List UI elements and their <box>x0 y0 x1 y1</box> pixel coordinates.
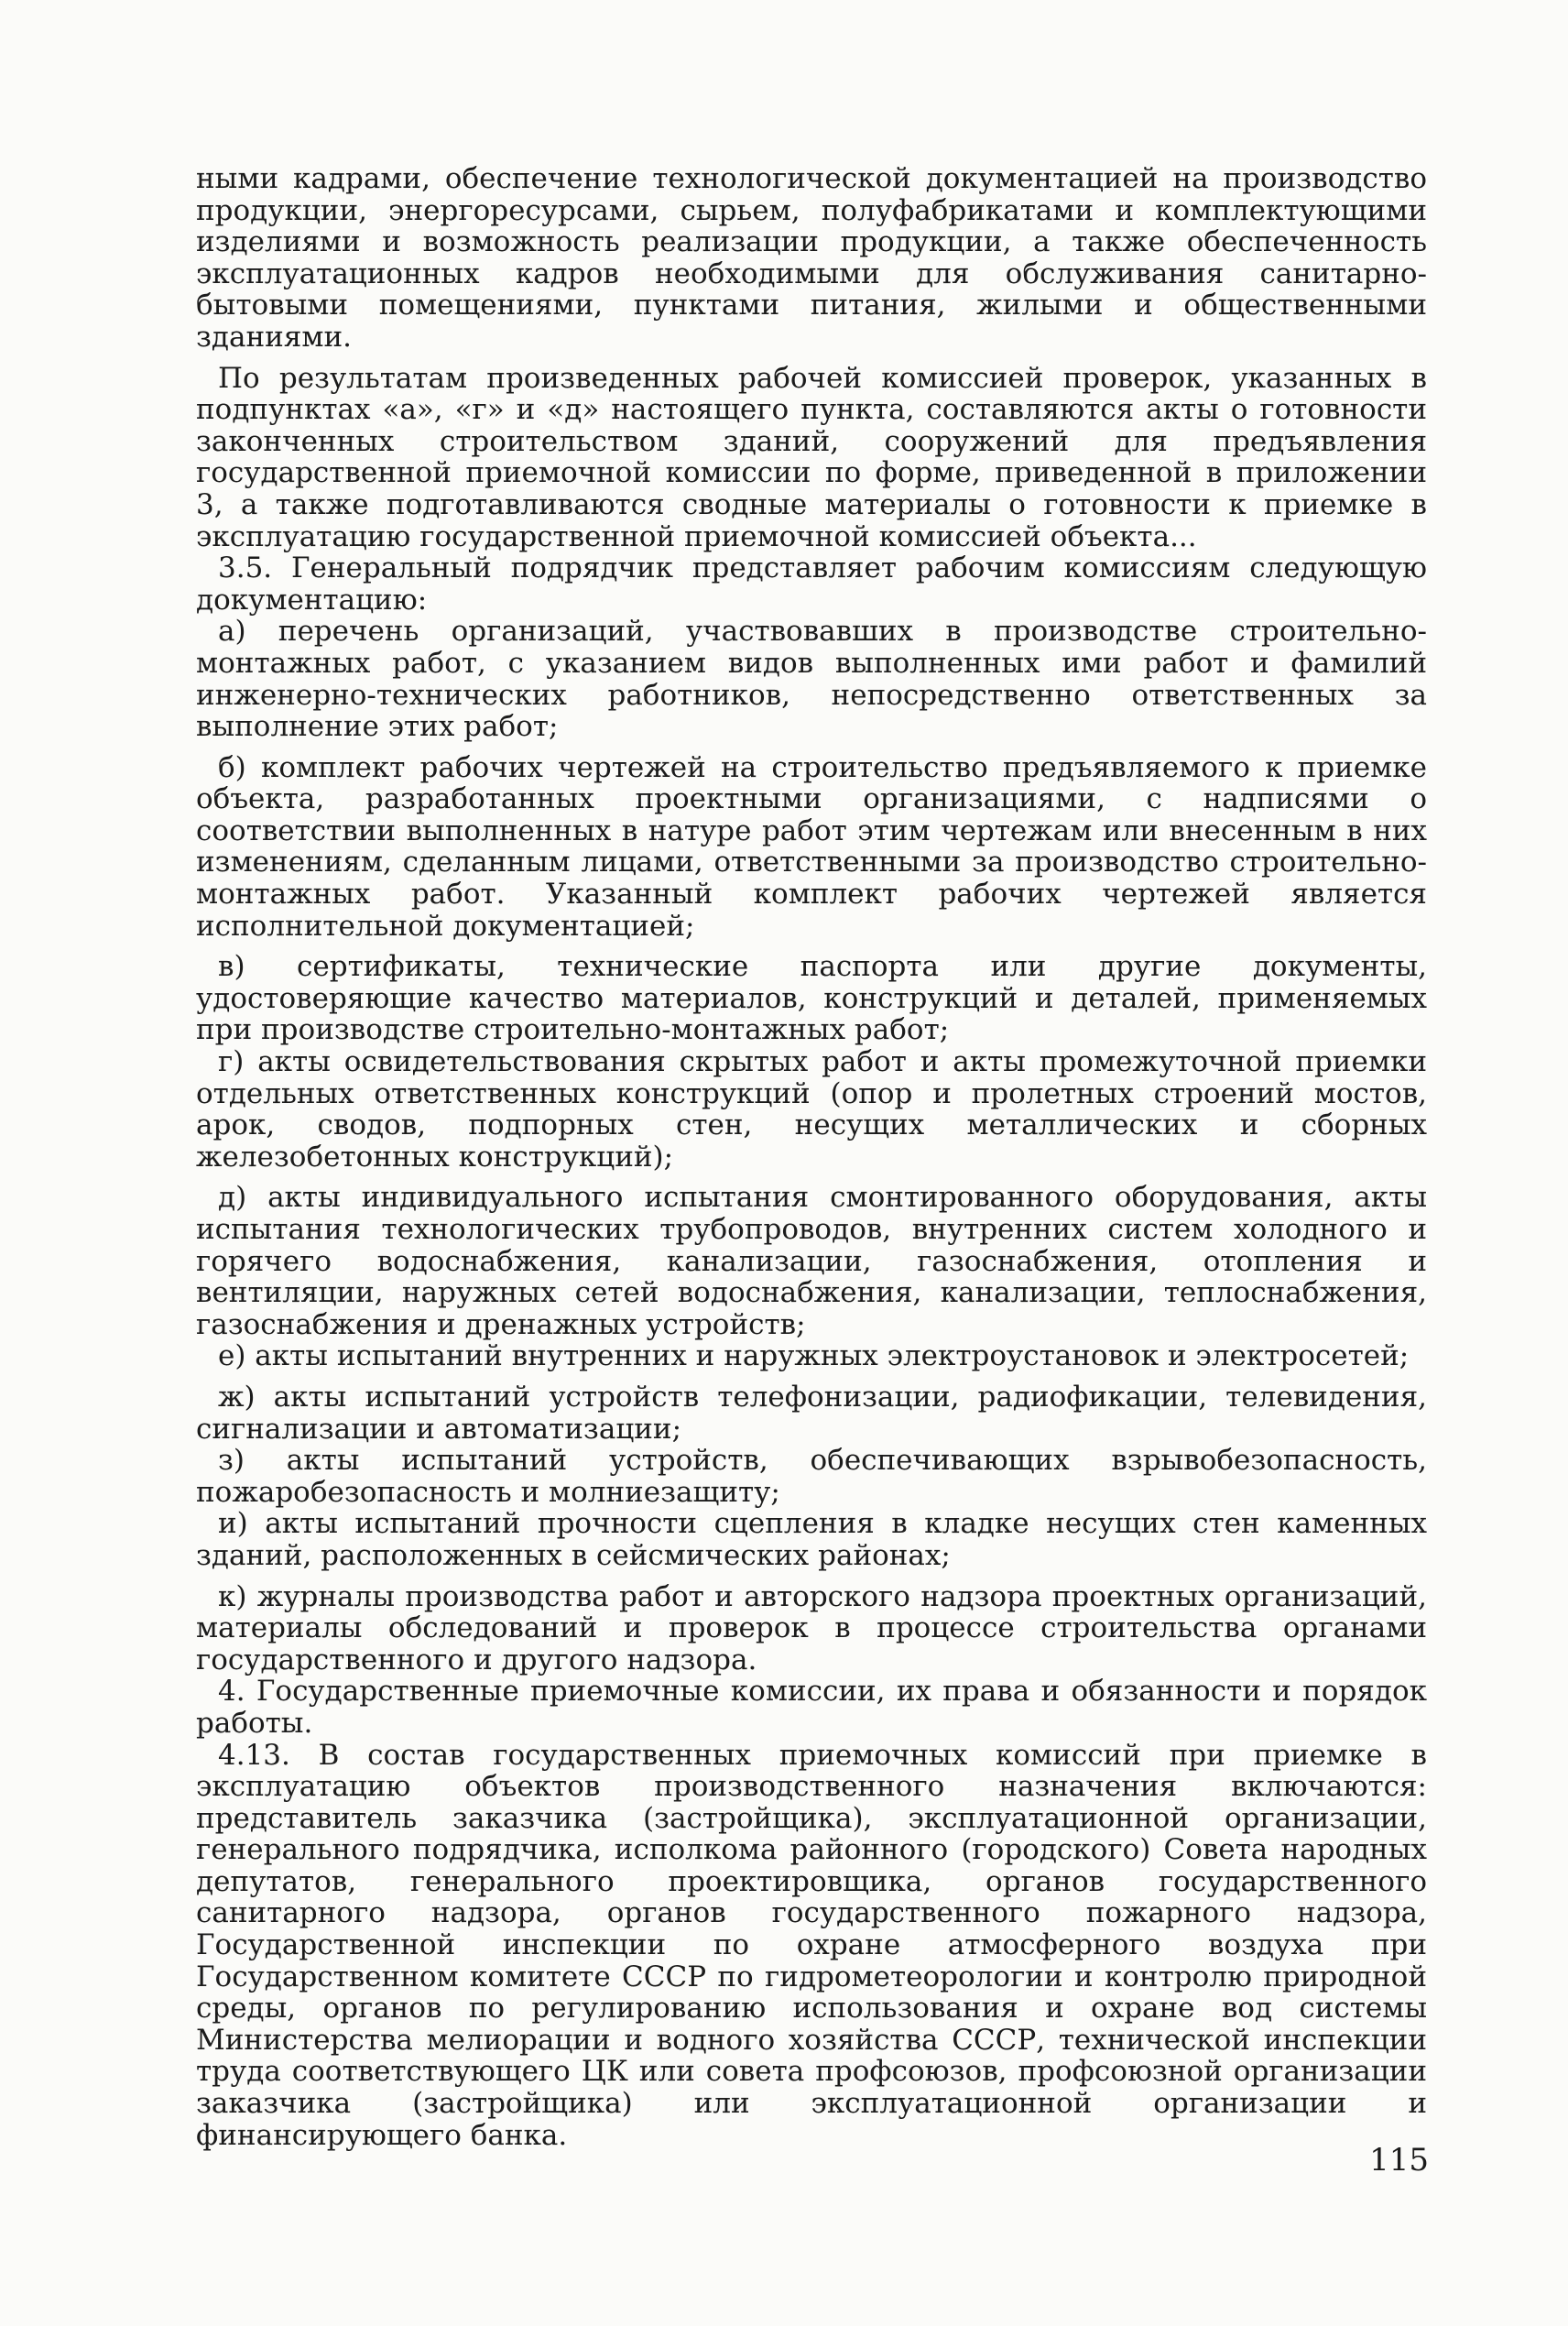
list-item-d: д) акты индивидуального испытания смонтированного оборудования, акты испытания технологических трубопроводов, внутренних систем холодного и горячего водоснабжения, канализации, газоснабжения, отопления и вентиляции, наружных сетей водоснабжения, канализации, теплоснабжения, газоснабжения и дренажных устройств; <box>196 1181 1427 1341</box>
paragraph-4-13: 4.13. В состав государственных приемочных комиссий при приемке в эксплуатацию объектов производственного назначения включаются: представитель заказчика (застройщика), эксплуатационной организации, генерального подрядчика, исполкома районного (городского) Совета народных депутатов, генерального проектировщика, органов государственного санитарного надзора, органов государственного пожарного надзора, Государственной инспекции по охране атмосферного воздуха при Государственном комитете СССР по гидрометеорологии и контролю природной среды, органов по регулированию использования и охране вод системы Министерства мелиорации и водного хозяйства СССР, технической инспекции труда соответствующего ЦК или совета профсоюзов, профсоюзной организации заказчика (застройщика) или эксплуатационной организации и финансирующего банка. <box>196 1738 1427 2152</box>
list-item-b: б) комплект рабочих чертежей на строительство предъявляемого к приемке объекта, разработанных проектными организациями, с надписями о соответствии выполненных в натуре работ этим чертежам или внесенным в них изменениям, сделанным лицами, ответственными за производство строительно-монтажных работ. Указанный комплект рабочих чертежей является исполнительной документацией; <box>196 750 1427 943</box>
paragraph-3-5: 3.5. Генеральный подрядчик представляет рабочим комиссиям следующую документацию: <box>196 551 1427 617</box>
section-heading-4: 4. Государственные приемочные комиссии, их права и обязанности и порядок работы. <box>196 1675 1427 1740</box>
list-item-z: з) акты испытаний устройств, обеспечивающих взрывобезопасность, пожаробезопасность и молниезащиту; <box>196 1444 1427 1509</box>
paragraph-continuation: ными кадрами, обеспечение технологической документацией на производство продукции, энергоресурсами, сырьем, полуфабрикатами и комплектующими изделиями и возможность реализации продукции, а также обеспеченность эксплуатационных кадров необходимыми для обслуживания санитарно-бытовыми помещениями, пунктами питания, жилыми и общественными зданиями. <box>196 162 1427 354</box>
list-item-i: и) акты испытаний прочности сцепления в кладке несущих стен каменных зданий, расположенных в сейсмических районах; <box>196 1507 1427 1572</box>
list-item-k: к) журналы производства работ и авторского надзора проектных организаций, материалы обследований и проверок в процессе строительства органами государственного и другого надзора. <box>196 1579 1427 1676</box>
body-text <box>196 163 1427 2151</box>
list-item-zh: ж) акты испытаний устройств телефонизации, радиофикации, телевидения, сигнализации и автоматизации; <box>196 1380 1427 1446</box>
page-number: 115 <box>1369 2142 1429 2179</box>
list-item-a: а) перечень организаций, участвовавших в производстве строительно-монтажных работ, с указанием видов выполненных ими работ и фамилий инженерно-технических работников, непосредственно ответственных за выполнение этих работ; <box>196 615 1427 744</box>
list-item-e: е) акты испытаний внутренних и наружных электроустановок и электросетей; <box>218 1339 1410 1373</box>
list-item-g: г) акты освидетельствования скрытых работ и акты промежуточной приемки отдельных ответственных конструкций (опор и пролетных строений мостов, арок, сводов, подпорных стен, несущих металлических и сборных железобетонных конструкций); <box>196 1045 1427 1174</box>
paragraph-results: По результатам произведенных рабочей комиссией проверок, указанных в подпунктах «а», «г» и «д» настоящего пункта, составляются акты о готовности законченных строительством зданий, сооружений для предъявления государственной приемочной комиссии по форме, приведенной в приложении 3, а также подготавливаются сводные материалы о готовности к приемке в эксплуатацию государственной приемочной комиссией объекта... <box>196 361 1427 553</box>
list-item-v: в) сертификаты, технические паспорта или другие документы, удостоверяющие качество материалов, конструкций и деталей, применяемых при производстве строительно-монтажных работ; <box>196 950 1427 1047</box>
